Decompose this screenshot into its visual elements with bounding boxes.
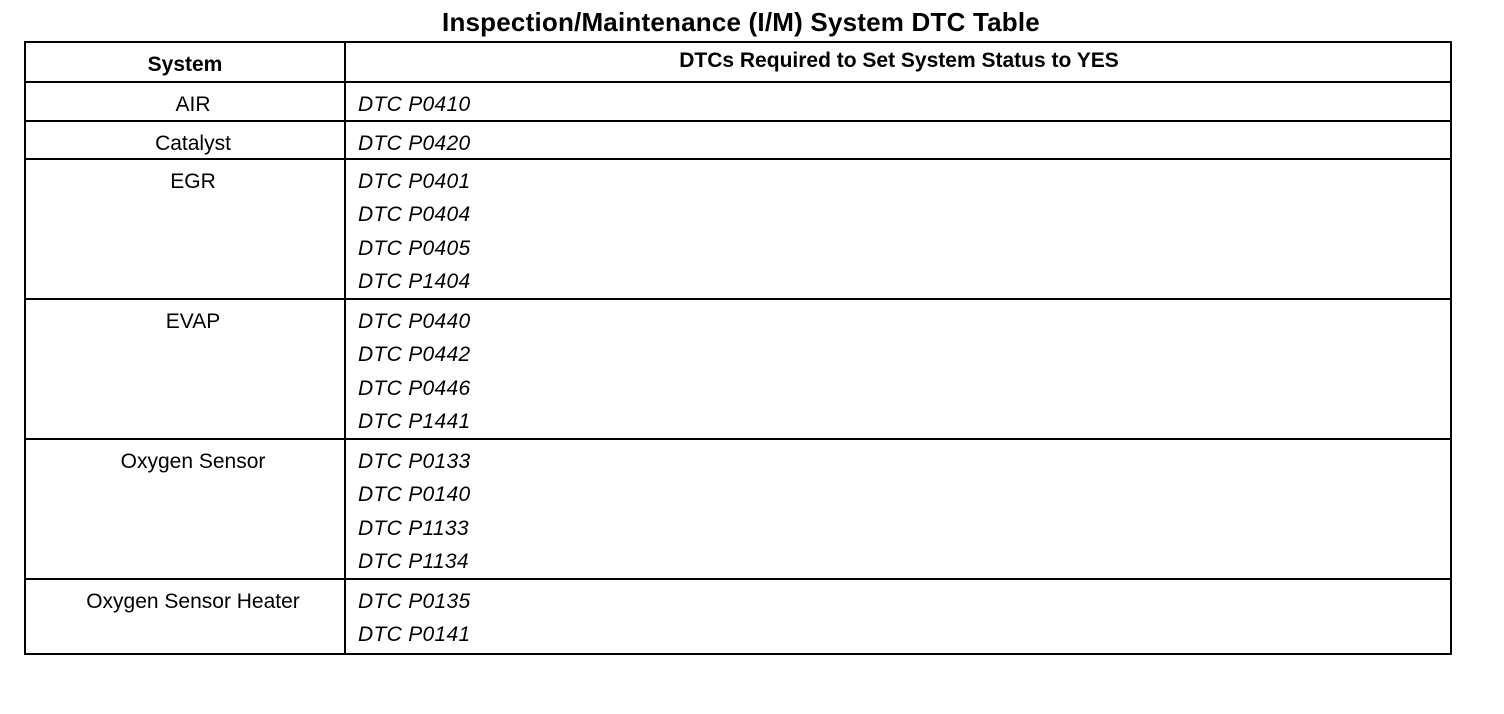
table-row	[26, 440, 1450, 580]
dtc-code: DTC P0405	[358, 236, 471, 260]
table-row	[26, 83, 1450, 122]
dtc-code: DTC P0141	[358, 623, 471, 647]
dtc-list	[358, 590, 470, 657]
table-row	[26, 160, 1450, 300]
dtc-code: DTC P1133	[358, 516, 469, 540]
header-dtcs: DTCs Required to Set System Status to YES	[679, 49, 1119, 72]
dtc-code: DTC P0446	[358, 376, 471, 400]
dtc-code: DTC P1404	[358, 269, 471, 293]
dtc-code: DTC P1441	[358, 409, 471, 433]
page-title: Inspection/Maintenance (I/M) System DTC Table	[442, 7, 1040, 37]
dtc-code: DTC P0401	[358, 170, 471, 193]
dtc-code: DTC P0404	[358, 203, 471, 227]
table-row	[26, 122, 1450, 160]
dtc-code: DTC P0140	[358, 483, 471, 507]
dtc-code: DTC P1134	[358, 549, 469, 573]
system-name: EGR	[170, 170, 216, 193]
system-name: Catalyst	[155, 132, 231, 155]
table-row	[26, 300, 1450, 440]
dtc-code: DTC P0410	[358, 93, 471, 116]
system-name: EVAP	[165, 310, 221, 333]
dtc-code: DTC P0420	[358, 132, 471, 155]
system-name: AIR	[175, 93, 211, 116]
header-system: System	[147, 53, 223, 76]
dtc-code: DTC P0135	[358, 590, 471, 613]
system-name: Oxygen Sensor	[120, 450, 266, 473]
dtc-list	[358, 170, 470, 303]
dtc-list	[358, 310, 470, 443]
table-header-row	[26, 43, 1450, 83]
dtc-code: DTC P0440	[358, 310, 471, 333]
dtc-list	[358, 450, 470, 583]
dtc-code: DTC P0133	[358, 450, 471, 473]
table-row	[26, 580, 1450, 653]
dtc-code: DTC P0442	[358, 343, 471, 367]
dtc-table	[24, 41, 1452, 655]
system-name: Oxygen Sensor Heater	[86, 590, 300, 613]
